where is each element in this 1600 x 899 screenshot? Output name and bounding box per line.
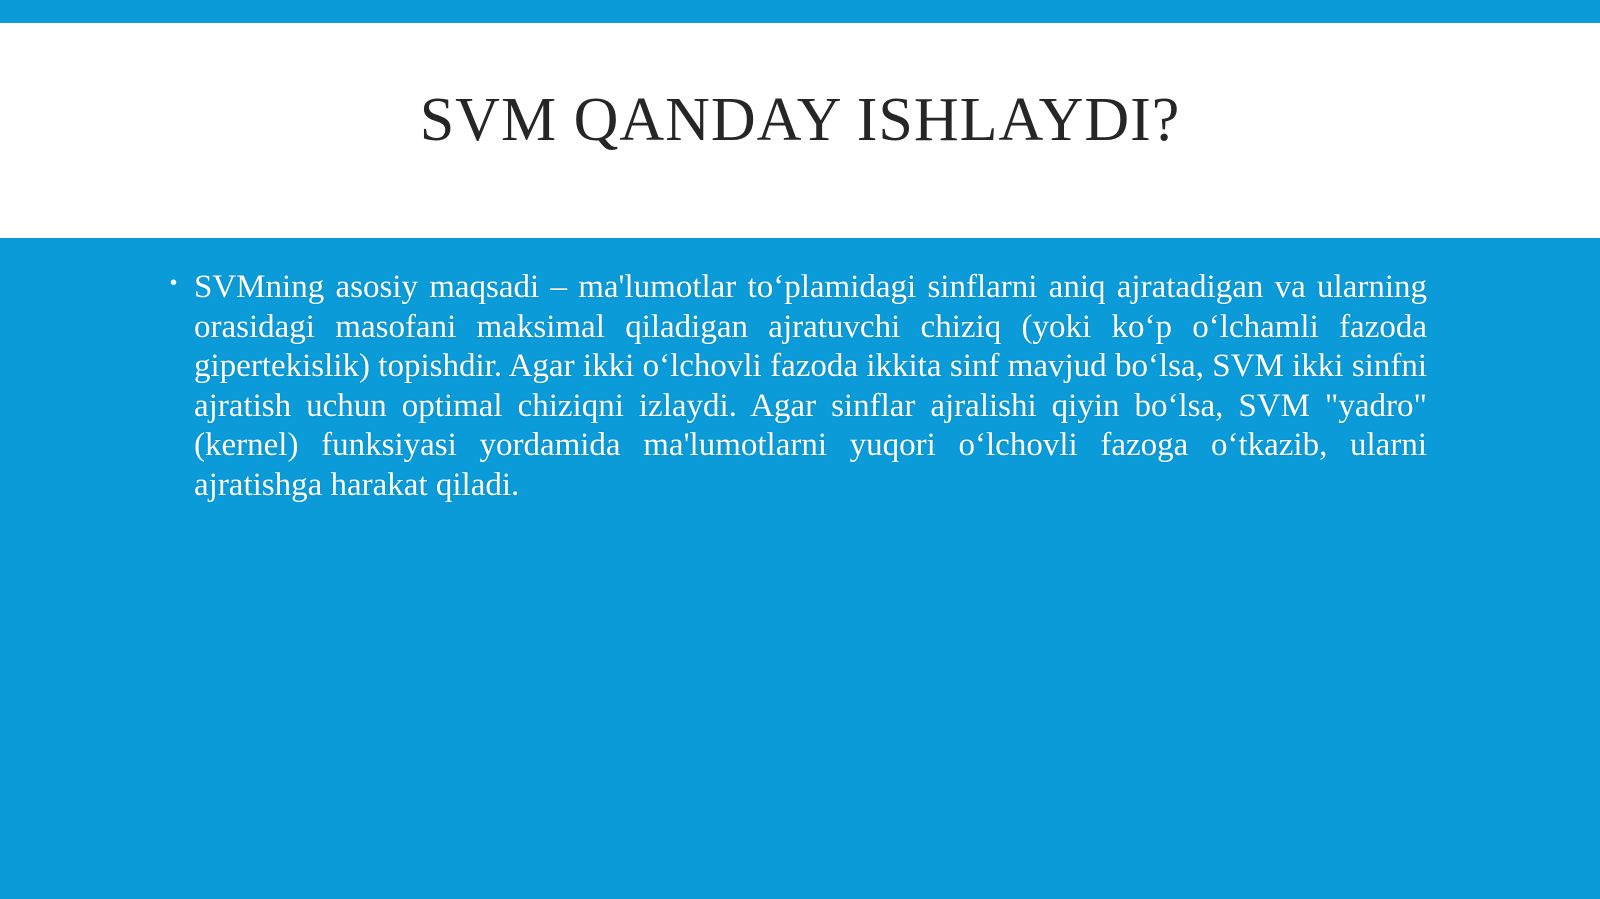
title-band bbox=[0, 23, 1600, 238]
bullet-text: SVMning asosiy maqsadi – ma'lumotlar to‘plamidagi sinflarni aniq ajratadigan va ularning orasidagi masofani maksimal qiladigan ajratuvchi chiziq (yoki ko‘p o‘lchamli fazoda gipertekislik) topishdir. Agar ikki o‘lchovli fazoda ikkita sinf mavjud bo‘lsa, SVM ikki sinfni ajratish uchun optimal chiziqni izlaydi. Agar sinflar ajralishi qiyin bo‘lsa, SVM "yadro" (kernel) funksiyasi yordamida ma'lumotlarni yuqori o‘lchovli fazoga o‘tkazib, ularni ajratishga harakat qiladi. bbox=[194, 269, 1427, 503]
top-accent-band bbox=[0, 0, 1600, 23]
bullet-item bbox=[170, 268, 1427, 505]
content-area bbox=[170, 268, 1427, 505]
slide-title: SVM QANDAY ISHLAYDI? bbox=[419, 85, 1181, 154]
bullet-marker: • bbox=[170, 272, 178, 294]
